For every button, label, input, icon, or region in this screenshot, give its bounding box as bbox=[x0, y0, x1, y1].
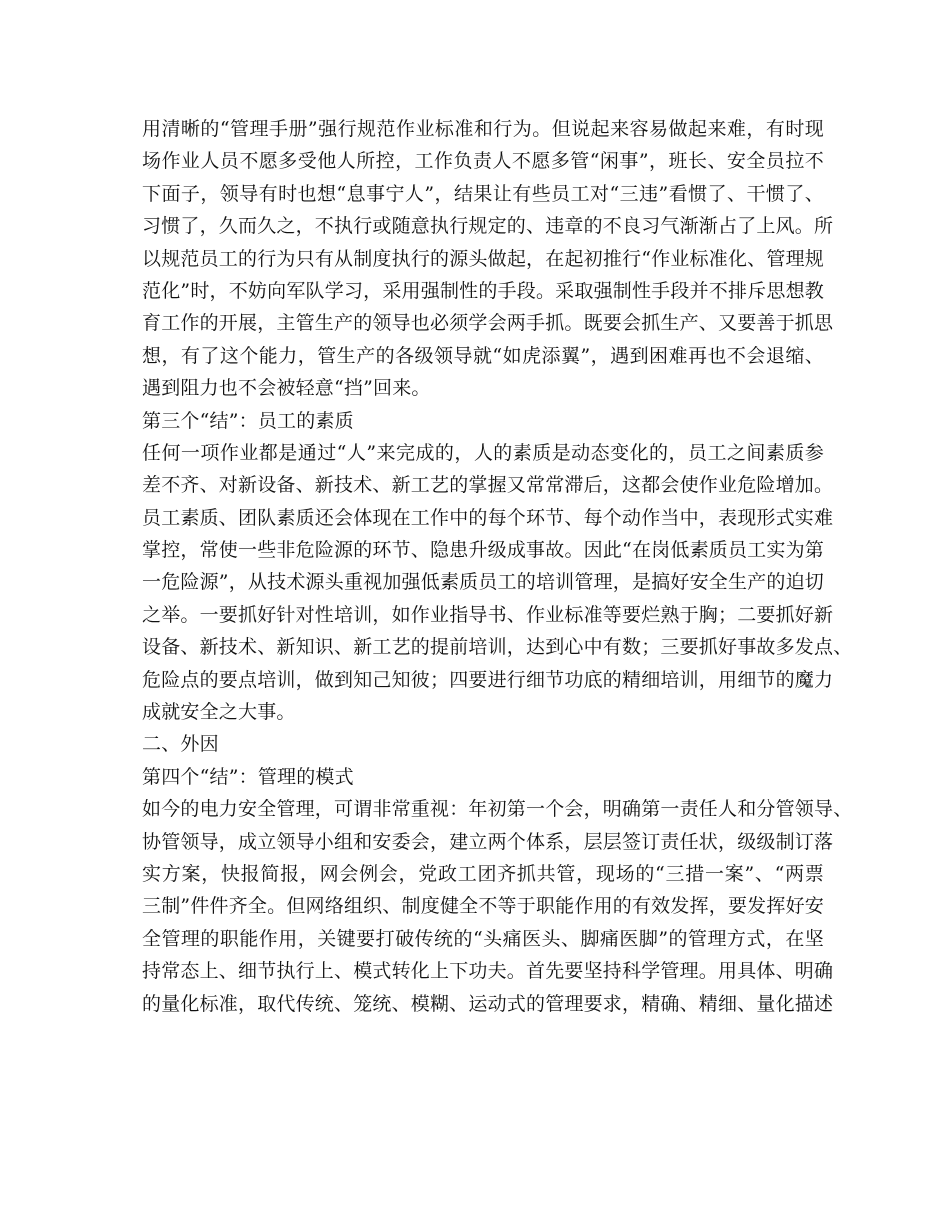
text-line: 遇到阻力也不会被轻意“挡”回来。 bbox=[142, 377, 431, 400]
text-line: 全管理的职能作用，关键要打破传统的“头痛医头、脚痛医脚”的管理方式，在坚 bbox=[142, 927, 824, 950]
text-line: 成就安全之大事。 bbox=[142, 701, 296, 724]
text-line: 三制”件件齐全。但网络组织、制度健全不等于职能作用的有效发挥，要发挥好安 bbox=[142, 895, 824, 918]
text-line: 协管领导，成立领导小组和安委会，建立两个体系，层层签订责任状，级级制订落 bbox=[142, 830, 834, 853]
text-line: 员工素质、团队素质还会体现在工作中的每个环节、每个动作当中，表现形式实难 bbox=[142, 506, 834, 529]
section-heading: 第四个“结”：管理的模式 bbox=[142, 765, 354, 788]
document-body bbox=[142, 113, 853, 1020]
text-line: 实方案，快报简报，网会例会，党政工团齐抓共管，现场的“三措一案”、“两票 bbox=[142, 862, 824, 885]
text-line: 掌控，常使一些非危险源的环节、隐患升级成事故。因此“在岗低素质员工实为第 bbox=[142, 539, 824, 562]
text-line: 危险点的要点培训，做到知己知彼；四要进行细节功底的精细培训，用细节的魔力 bbox=[142, 668, 834, 691]
text-line: 的量化标准，取代传统、笼统、模糊、运动式的管理要求，精确、精细、量化描述 bbox=[142, 992, 834, 1015]
text-line: 下面子，领导有时也想“息事宁人”，结果让有些员工对“三违”看惯了、干惯了、 bbox=[142, 182, 824, 205]
text-line: 以规范员工的行为只有从制度执行的源头做起，在起初推行“作业标准化、管理规 bbox=[142, 247, 824, 270]
text-line: 持常态上、细节执行上、模式转化上下功夫。首先要坚持科学管理。用具体、明确 bbox=[142, 960, 834, 983]
section-heading: 二、外因 bbox=[142, 733, 219, 756]
text-line: 用清晰的“管理手册”强行规范作业标准和行为。但说起来容易做起来难，有时现 bbox=[142, 118, 824, 140]
text-line: 差不齐、对新设备、新技术、新工艺的掌握又常常滞后，这都会使作业危险增加。 bbox=[142, 474, 834, 497]
section-heading: 第三个“结”：员工的素质 bbox=[142, 409, 354, 432]
text-line: 如今的电力安全管理，可谓非常重视：年初第一个会，明确第一责任人和分管领导、 bbox=[142, 798, 853, 821]
text-line: 习惯了，久而久之，不执行或随意执行规定的、违章的不良习气渐渐占了上风。所 bbox=[142, 215, 834, 238]
text-line: 一危险源”，从技术源头重视加强低素质员工的培训管理，是搞好安全生产的迫切 bbox=[142, 571, 824, 594]
text-line: 想，有了这个能力，管生产的各级领导就“如虎添翼”，遇到困难再也不会退缩、 bbox=[142, 344, 824, 367]
text-line: 之举。一要抓好针对性培训，如作业指导书、作业标准等要烂熟于胸；二要抓好新 bbox=[142, 603, 834, 626]
text-line: 任何一项作业都是通过“人”来完成的，人的素质是动态变化的，员工之间素质参 bbox=[142, 441, 824, 464]
text-line: 设备、新技术、新知识、新工艺的提前培训，达到心中有数；三要抓好事故多发点、 bbox=[142, 636, 853, 659]
text-line: 育工作的开展，主管生产的领导也必须学会两手抓。既要会抓生产、又要善于抓思 bbox=[142, 312, 834, 335]
text-line: 场作业人员不愿多受他人所控，工作负责人不愿多管“闲事”，班长、安全员拉不 bbox=[142, 150, 824, 173]
text-line: 范化”时，不妨向军队学习，采用强制性的手段。采取强制性手段并不排斥思想教 bbox=[142, 279, 824, 302]
